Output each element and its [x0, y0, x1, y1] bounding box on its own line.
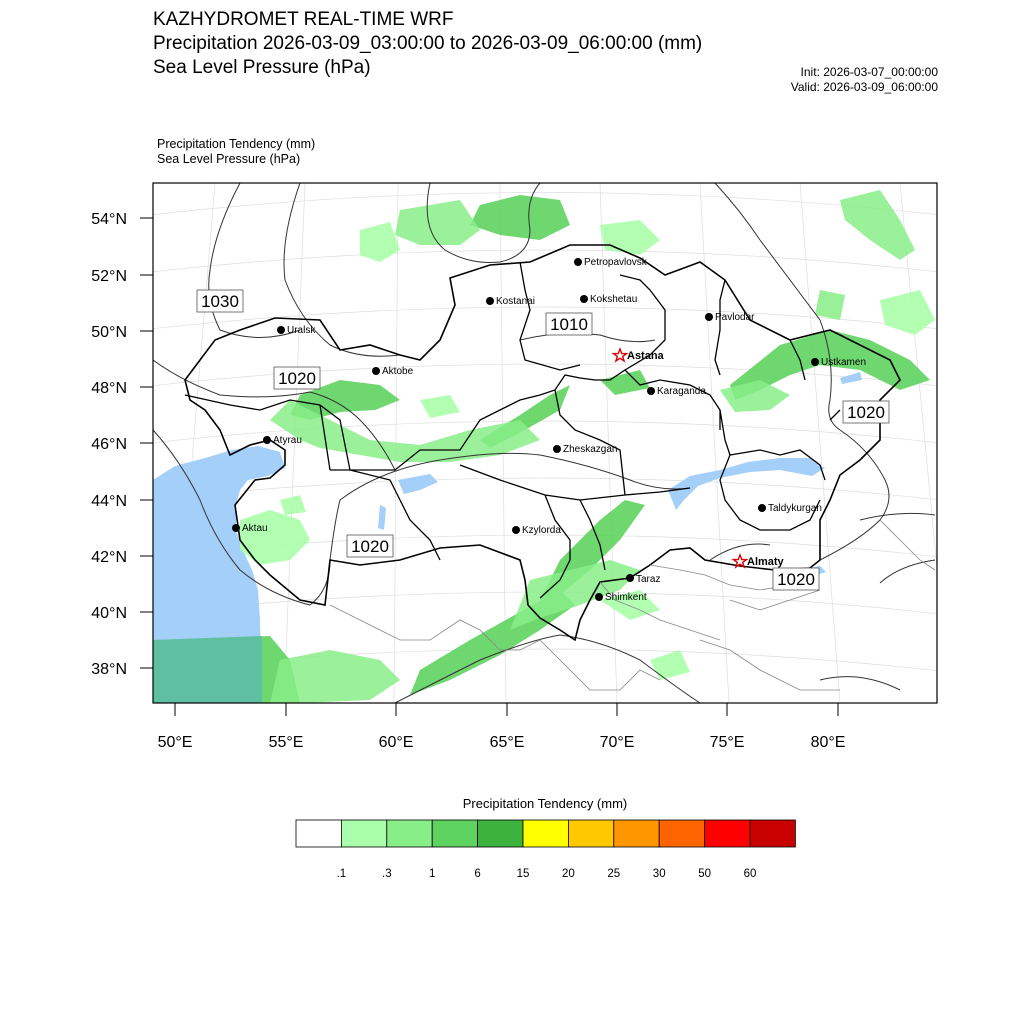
colorbar-title: Precipitation Tendency (mm): [462, 796, 628, 811]
lat-label: 46°N: [91, 436, 127, 453]
city-label: Atyrau: [273, 435, 302, 446]
colorbar-label: 60: [743, 868, 757, 880]
map-area: [150, 183, 950, 703]
lat-label: 52°N: [91, 268, 127, 285]
city-label: Aktau: [242, 523, 268, 534]
water-precip-overlap: [153, 636, 262, 703]
field-label-slp: Sea Level Pressure (hPa): [157, 152, 301, 166]
colorbar-label: .3: [382, 868, 392, 880]
city-label: Uralsk: [287, 325, 316, 336]
lat-label: 50°N: [91, 324, 127, 341]
colorbar-swatch: [614, 820, 659, 847]
lat-label: 44°N: [91, 493, 127, 510]
city-label: Petropavlovsk: [584, 257, 647, 268]
city-marker: [512, 526, 520, 534]
lon-label: 80°E: [810, 734, 846, 751]
colorbar-label: 20: [562, 868, 575, 880]
city-label: Zheskazgan: [563, 444, 618, 455]
colorbar-swatch: [478, 820, 523, 847]
city-label: Kokshetau: [590, 294, 638, 305]
city-label: Astana: [627, 350, 664, 362]
city-label: Taraz: [636, 574, 661, 585]
lon-ticks: [175, 703, 838, 716]
field-label-precip: Precipitation Tendency (mm): [157, 137, 316, 151]
city-label: Shimkent: [605, 592, 647, 603]
lake-zaysan: [840, 372, 862, 384]
lat-label: 54°N: [91, 211, 127, 228]
isobar-label: 1020: [847, 403, 885, 422]
colorbar-label: 30: [652, 868, 666, 880]
graticule: [150, 183, 950, 703]
chart-title: KAZHYDROMET REAL-TIME WRF: [153, 9, 454, 30]
lon-label: 65°E: [489, 734, 525, 751]
lon-label: 70°E: [599, 734, 635, 751]
city-marker: [647, 387, 655, 395]
colorbar-label: 50: [698, 868, 711, 880]
city-marker: [277, 326, 285, 334]
colorbar-swatch: [296, 820, 341, 847]
colorbar-swatch: [341, 820, 386, 847]
city-marker: [486, 297, 494, 305]
city-marker: [705, 313, 713, 321]
isobar-label: 1020: [351, 537, 389, 556]
lat-label: 38°N: [91, 661, 127, 678]
city-label: Aktobe: [382, 366, 414, 377]
colorbar-label: 1: [428, 868, 436, 880]
city-label: Taldykurgan: [768, 503, 822, 514]
lat-ticks: [140, 218, 153, 668]
city-marker: [553, 445, 561, 453]
colorbar-swatch: [387, 820, 432, 847]
precip-period-title: Precipitation 2026-03-09_03:00:00 to 2026-03-09_06:00:00 (mm): [153, 33, 703, 54]
lon-label: 55°E: [268, 734, 304, 751]
city-marker: [595, 593, 603, 601]
colorbar-swatch: [659, 820, 704, 847]
aral-sea: [378, 505, 386, 530]
colorbar-labels: [337, 868, 757, 880]
colorbar-label: .1: [336, 868, 347, 880]
colorbar-label: 15: [516, 868, 530, 880]
colorbar-swatch: [523, 820, 568, 847]
city-marker: [574, 258, 582, 266]
city-label: Ustkamen: [821, 357, 867, 368]
lat-label: 48°N: [91, 380, 127, 397]
lon-label: 75°E: [709, 734, 745, 751]
colorbar: [296, 820, 795, 847]
capital-star-marker: [614, 349, 627, 361]
city-label: Pavlodar: [715, 312, 755, 323]
colorbar-swatch: [705, 820, 750, 847]
aral-sea-north: [398, 474, 438, 494]
colorbar-label: 6: [474, 868, 481, 880]
lon-label: 50°E: [157, 734, 193, 751]
isobar-label: 1010: [550, 315, 588, 334]
lon-label: 60°E: [378, 734, 414, 751]
city-marker: [811, 358, 819, 366]
lat-label: 40°N: [91, 605, 127, 622]
isobar-label: 1020: [278, 369, 316, 388]
lat-labels: [91, 211, 127, 678]
lat-label: 42°N: [91, 549, 127, 566]
precipitation-field: [153, 190, 935, 703]
city-marker: [626, 574, 634, 582]
city-label: Kostanai: [496, 296, 535, 307]
city-label: Karaganda: [657, 386, 706, 397]
city-marker: [758, 504, 766, 512]
colorbar-swatch: [568, 820, 613, 847]
lon-labels: [158, 734, 846, 751]
colorbar-swatch: [750, 820, 795, 847]
city-marker: [372, 367, 380, 375]
city-marker: [232, 524, 240, 532]
city-marker: [580, 295, 588, 303]
valid-time: Valid: 2026-03-09_06:00:00: [790, 80, 938, 94]
init-time: Init: 2026-03-07_00:00:00: [800, 65, 938, 79]
isobar-label: 1030: [201, 292, 239, 311]
slp-title: Sea Level Pressure (hPa): [153, 57, 371, 78]
isobar-label: 1020: [777, 570, 815, 589]
city-label: Kzylorda: [522, 525, 561, 536]
city-marker: [263, 436, 271, 444]
colorbar-swatch: [432, 820, 477, 847]
colorbar-label: 25: [607, 868, 621, 880]
city-label: Almaty: [747, 556, 784, 568]
